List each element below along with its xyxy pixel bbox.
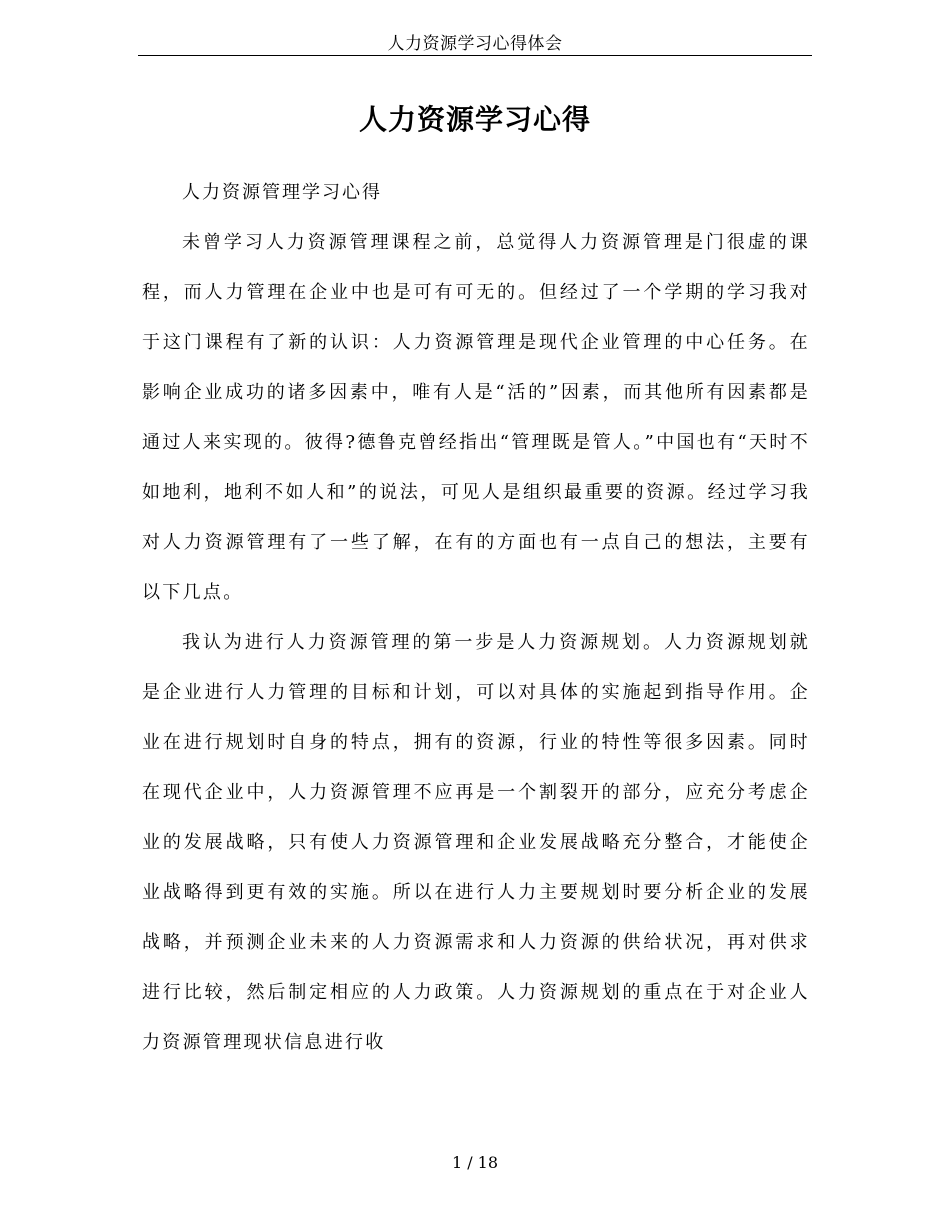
document-body (142, 168, 810, 1068)
running-header: 人力资源学习心得体会 (387, 34, 563, 54)
header-divider (138, 55, 812, 56)
page-number: 1 / 18 (451, 1153, 499, 1172)
section-subheading: 人力资源管理学习心得 (182, 182, 382, 203)
paragraph-intro: 未曾学习人力资源管理课程之前，总觉得人力资源管理是门很虚的课程，而人力管理在企业中也是可有可无的。但经过了一个学期的学习我对于这门课程有了新的认识：人力资源管理是现代企业管理的中心任务。在影响企业成功的诸多因素中，唯有人是“活的”因素，而其他所有因素都是通过人来实现的。彼得?德鲁克曾经指出“管理既是管人。”中国也有“天时不如地利，地利不如人和”的说法，可见人是组织最重要的资源。经过学习我对人力资源管理有了一些了解，在有的方面也有一点自己的想法，主要有以下几点。 (142, 232, 810, 603)
document-title: 人力资源学习心得 (358, 103, 591, 136)
paragraph-planning: 我认为进行人力资源管理的第一步是人力资源规划。人力资源规划就是企业进行人力管理的目标和计划，可以对具体的实施起到指导作用。企业在进行规划时自身的特点，拥有的资源，行业的特性等很多因素。同时在现代企业中，人力资源管理不应再是一个割裂开的部分，应充分考虑企业的发展战略，只有使人力资源管理和企业发展战略充分整合，才能使企业战略得到更有效的实施。所以在进行人力主要规划时要分析企业的发展战略，并预测企业未来的人力资源需求和人力资源的供给状况，再对供求进行比较，然后制定相应的人力政策。人力资源规划的重点在于对企业人力资源管理现状信息进行收 (142, 632, 810, 1053)
